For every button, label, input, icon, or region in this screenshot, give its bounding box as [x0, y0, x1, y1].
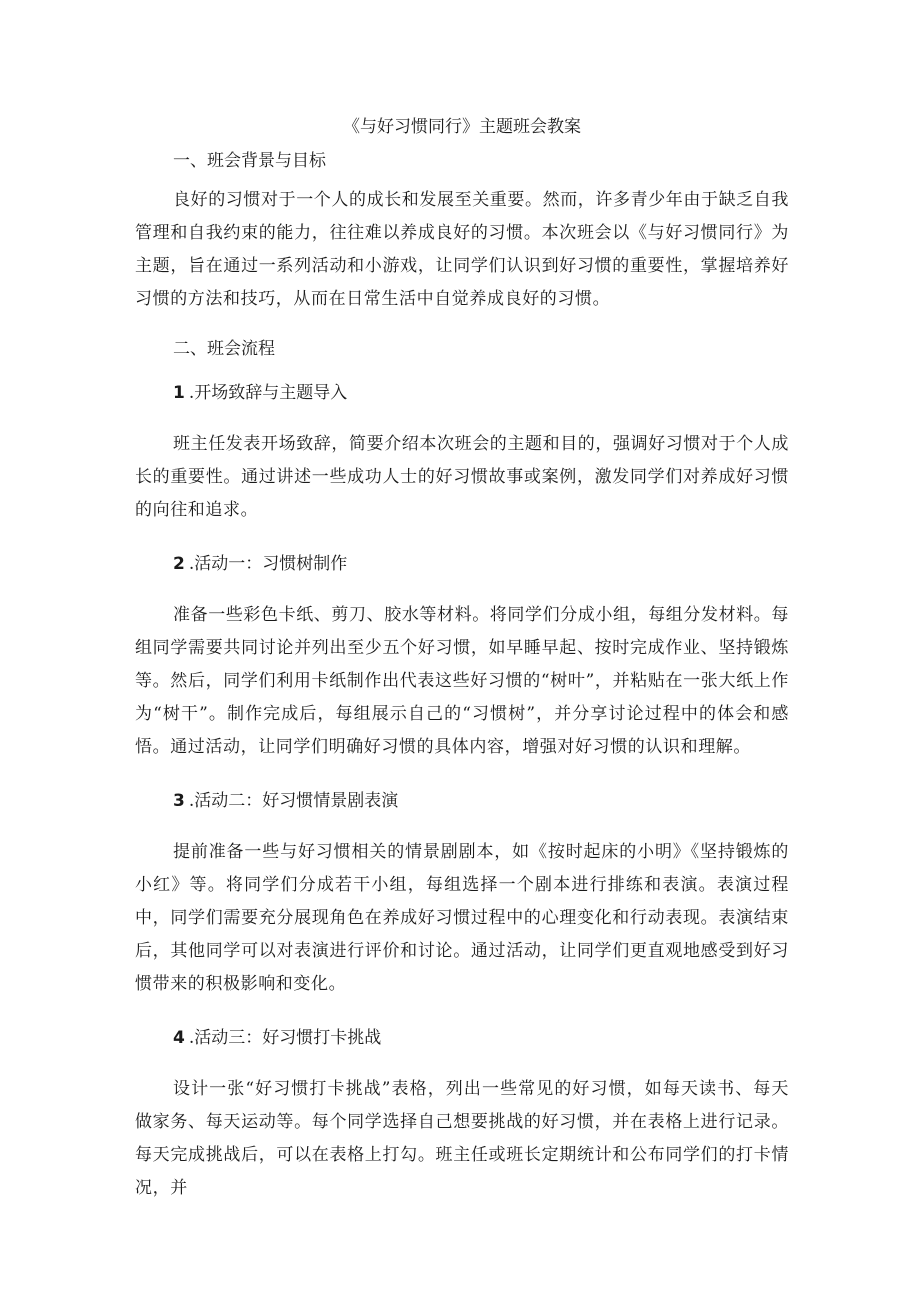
document-title: 《与好习惯同行》主题班会教案 [343, 117, 581, 137]
step-1-title: .开场致辞与主题导入 [188, 383, 348, 403]
step-4-number: 4 [173, 1028, 185, 1048]
step-1-number: 1 [173, 383, 185, 403]
step-3-number: 3 [173, 791, 185, 811]
background-paragraph: 良好的习惯对于一个人的成长和发展至关重要。然而，许多青少年由于缺乏自我管理和自我约束的能力，往往难以养成良好的习惯。本次班会以《与好习惯同行》为主题，旨在通过一系列活动和小游戏，让同学们认识到好习惯的重要性，掌握培养好习惯的方法和技巧，从而在日常生活中自觉养成良好的习惯。 [135, 190, 789, 309]
step-3-paragraph: 提前准备一些与好习惯相关的情景剧剧本，如《按时起床的小明》《坚持锻炼的小红》等。将同学们分成若干小组，每组选择一个剧本进行排练和表演。表演过程中，同学们需要充分展现角色在养成好习惯过程中的心理变化和行动表现。表演结束后，其他同学可以对表演进行评价和讨论。通过活动，让同学们更直观地感受到好习惯带来的积极影响和变化。 [135, 842, 789, 994]
document-body [135, 112, 789, 1227]
step-3-heading [135, 786, 789, 816]
step-2-number: 2 [173, 554, 185, 574]
step-4-title: .活动三：好习惯打卡挑战 [188, 1028, 382, 1048]
step-3-title: .活动二：好习惯情景剧表演 [188, 791, 399, 811]
section-heading-process: 二、班会流程 [173, 339, 275, 359]
section-heading-background: 一、班会背景与目标 [173, 151, 326, 171]
step-2-title: .活动一：习惯树制作 [188, 554, 348, 574]
step-1-paragraph: 班主任发表开场致辞，简要介绍本次班会的主题和目的，强调好习惯对于个人成长的重要性。通过讲述一些成功人士的好习惯故事或案例，激发同学们对养成好习惯的向往和追求。 [135, 434, 789, 520]
step-4-paragraph: 设计一张“好习惯打卡挑战”表格，列出一些常见的好习惯，如每天读书、每天做家务、每天运动等。每个同学选择自己想要挑战的好习惯，并在表格上进行记录。每天完成挑战后，可以在表格上打勾。班主任或班长定期统计和公布同学们的打卡情况，并 [135, 1079, 789, 1198]
step-2-paragraph: 准备一些彩色卡纸、剪刀、胶水等材料。将同学们分成小组，每组分发材料。每组同学需要共同讨论并列出至少五个好习惯，如早睡早起、按时完成作业、坚持锻炼等。然后，同学们利用卡纸制作出代表这些好习惯的“树叶”，并粘贴在一张大纸上作为“树干”。制作完成后，每组展示自己的“习惯树”，并分享讨论过程中的体会和感悟。通过活动，让同学们明确好习惯的具体内容，增强对好习惯的认识和理解。 [135, 605, 789, 757]
step-2-heading [135, 549, 789, 579]
step-1-heading [135, 378, 789, 408]
step-4-heading [135, 1023, 789, 1053]
